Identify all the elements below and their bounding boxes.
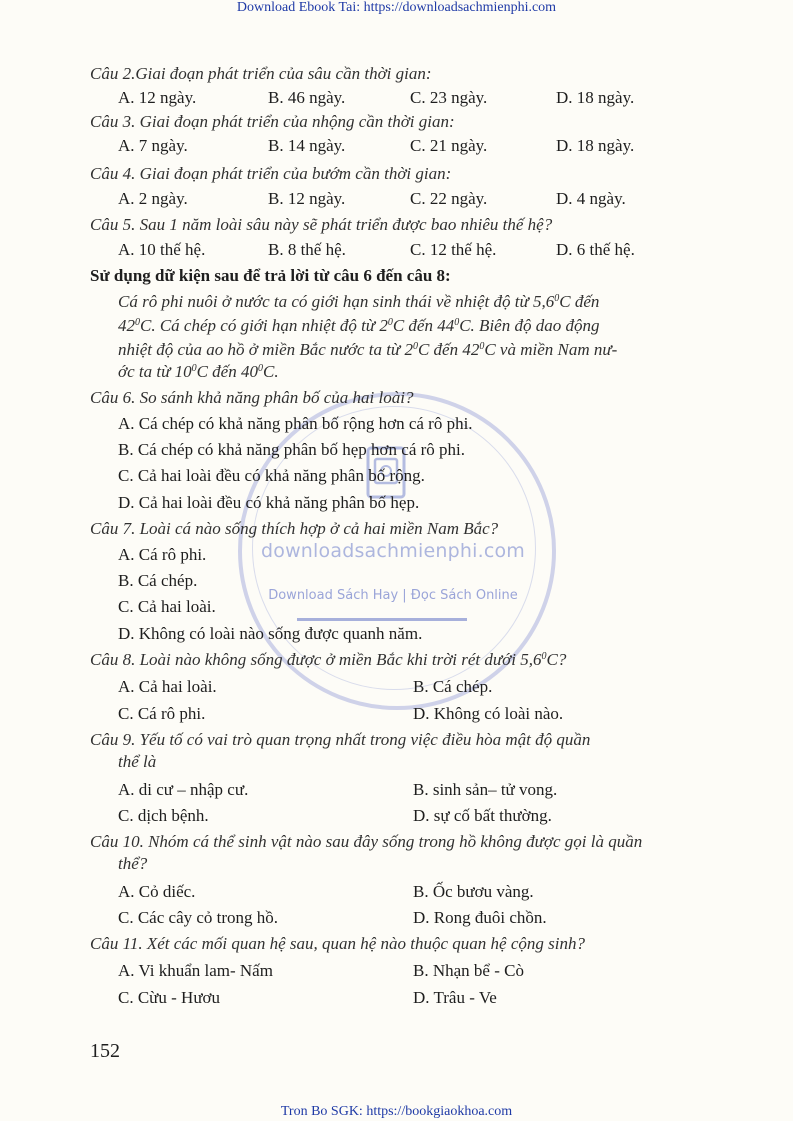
- q6-option-d: D. Cả hai loài đều có khả năng phân bố hẹp.: [118, 493, 420, 512]
- q8-option-c: C. Cá rô phi.: [118, 704, 206, 723]
- question-2: Câu 2.Giai đoạn phát triển của sâu cần thời gian:: [90, 64, 432, 83]
- q5-option-d: D. 6 thế hệ.: [556, 240, 635, 259]
- question-11: Câu 11. Xét các mối quan hệ sau, quan hệ nào thuộc quan hệ cộng sinh?: [90, 934, 585, 953]
- q6-option-a: A. Cá chép có khả năng phân bố rộng hơn cá rô phi.: [118, 414, 473, 433]
- page-number: 152: [90, 1040, 120, 1062]
- q11-option-c: C. Cừu - Hươu: [118, 988, 221, 1007]
- watermark-underline: [297, 618, 467, 621]
- q9-option-b: B. sinh sản– tử vong.: [413, 780, 558, 799]
- q3-option-b: B. 14 ngày.: [268, 136, 346, 155]
- section-heading: Sử dụng dữ kiện sau để trả lời từ câu 6 đến câu 8:: [90, 266, 451, 285]
- question-9-cont: thể là: [118, 752, 157, 771]
- q6-option-b: B. Cá chép có khả năng phân bố hẹp hơn cá rô phi.: [118, 440, 466, 459]
- question-5: Câu 5. Sau 1 năm loài sâu này sẽ phát triển được bao nhiêu thế hệ?: [90, 215, 553, 234]
- q6-option-c: C. Cả hai loài đều có khả năng phân bố rộng.: [118, 466, 425, 485]
- q10-option-c: C. Các cây cỏ trong hồ.: [118, 908, 279, 927]
- q9-option-d: D. sự cố bất thường.: [413, 806, 552, 825]
- q8-option-d: D. Không có loài nào.: [413, 704, 564, 723]
- q5-option-c: C. 12 thế hệ.: [410, 240, 497, 259]
- passage-line-3: nhiệt độ của ao hồ ở miền Bắc nước ta từ $2^0C$ đến $42^0C$ và miền Nam nư-: [118, 340, 618, 359]
- q9-option-a: A. di cư – nhập cư.: [118, 780, 249, 799]
- q5-option-a: A. 10 thế hệ.: [118, 240, 206, 259]
- q7-option-d: D. Không có loài nào sống được quanh năm.: [118, 624, 423, 643]
- q11-option-a: A. Vi khuẩn lam- Nấm: [118, 961, 273, 980]
- q11-option-d: D. Trâu - Ve: [413, 988, 497, 1007]
- q10-option-a: A. Cỏ diếc.: [118, 882, 196, 901]
- q4-option-d: D. 4 ngày.: [556, 189, 626, 208]
- q7-option-a: A. Cá rô phi.: [118, 545, 207, 564]
- q4-option-c: C. 22 ngày.: [410, 189, 488, 208]
- q2-option-d: D. 18 ngày.: [556, 88, 635, 107]
- q7-option-c: C. Cả hai loài.: [118, 597, 216, 616]
- q3-option-d: D. 18 ngày.: [556, 136, 635, 155]
- q10-option-d: D. Rong đuôi chồn.: [413, 908, 547, 927]
- q2-option-c: C. 23 ngày.: [410, 88, 488, 107]
- q3-option-a: A. 7 ngày.: [118, 136, 188, 155]
- passage-line-1: Cá rô phi nuôi ở nước ta có giới hạn sinh thái về nhiệt độ từ $5,6^0C$ đến: [118, 292, 600, 311]
- q9-option-c: C. dịch bệnh.: [118, 806, 209, 825]
- q7-option-b: B. Cá chép.: [118, 571, 198, 590]
- q3-option-c: C. 21 ngày.: [410, 136, 488, 155]
- q8-option-a: A. Cả hai loài.: [118, 677, 217, 696]
- passage-line-4: ớc ta từ $10^0C$ đến $40^0C$.: [118, 362, 279, 381]
- question-10: Câu 10. Nhóm cá thể sinh vật nào sau đây sống trong hồ không được gọi là quần: [90, 832, 643, 851]
- q2-option-a: A. 12 ngày.: [118, 88, 197, 107]
- question-8: Câu 8. Loài nào không sống được ở miền Bắc khi trời rét dưới $5,6^0C$?: [90, 650, 567, 669]
- q10-option-b: B. Ốc bươu vàng.: [413, 882, 534, 901]
- bottom-banner[interactable]: Tron Bo SGK: https://bookgiaokhoa.com: [280, 1104, 513, 1119]
- watermark-site: downloadsachmienphi.com: [260, 540, 526, 562]
- q8-option-b: B. Cá chép.: [413, 677, 493, 696]
- q2-option-b: B. 46 ngày.: [268, 88, 346, 107]
- watermark-tagline: Download Sách Hay | Đọc Sách Online: [268, 588, 518, 603]
- q5-option-b: B. 8 thế hệ.: [268, 240, 346, 259]
- q4-option-b: B. 12 ngày.: [268, 189, 346, 208]
- question-6: Câu 6. So sánh khả năng phân bố của hai loài?: [90, 388, 414, 407]
- passage-line-2: $42^0C$. Cá chép có giới hạn nhiệt độ từ $2^0C$ đến $44^0C$. Biên độ dao động: [118, 316, 600, 335]
- question-7: Câu 7. Loài cá nào sống thích hợp ở cả hai miền Nam Bắc?: [90, 519, 499, 538]
- top-banner[interactable]: Download Ebook Tai: https://downloadsachmienphi.com: [236, 0, 557, 15]
- q4-option-a: A. 2 ngày.: [118, 189, 188, 208]
- question-10-cont: thể?: [118, 854, 148, 873]
- q11-option-b: B. Nhạn bể - Cò: [413, 961, 524, 980]
- question-3: Câu 3. Giai đoạn phát triển của nhộng cần thời gian:: [90, 112, 455, 131]
- question-9: Câu 9. Yếu tố có vai trò quan trọng nhất trong việc điều hòa mật độ quần: [90, 730, 591, 749]
- question-4: Câu 4. Giai đoạn phát triển của bướm cần thời gian:: [90, 164, 452, 183]
